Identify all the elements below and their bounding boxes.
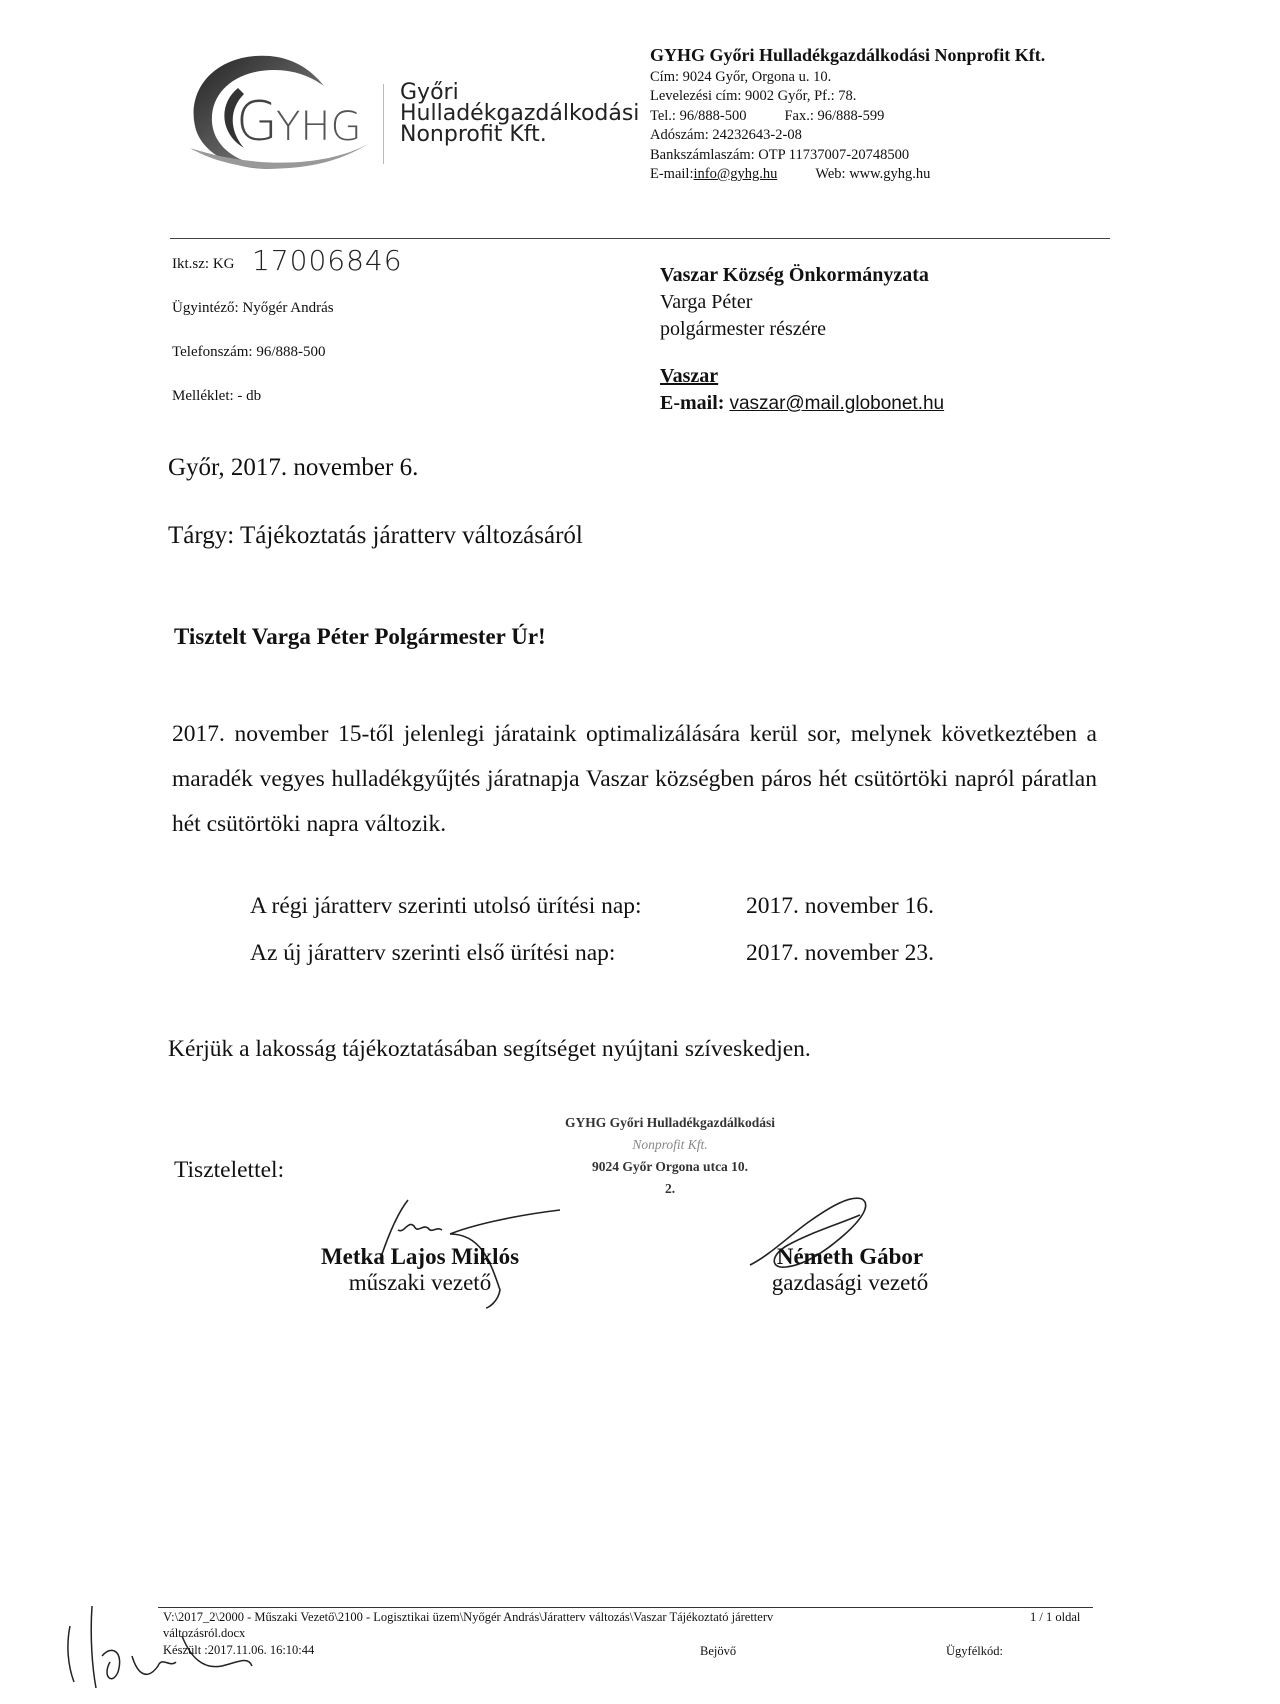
signer-title: gazdasági vezető: [771, 1270, 929, 1295]
footer-file-path: V:\2017_2\2000 - Műszaki Vezető\2100 - Logisztikai üzem\Nyőgér András\Járatterv változás\Vaszar Tájékoztató járetterv: [163, 1610, 774, 1624]
svg-text:YHG: YHG: [276, 104, 362, 150]
logo-tagline: [400, 82, 639, 145]
signer-name: Metka Lajos Miklós: [320, 1244, 520, 1269]
company-email-label: E-mail:: [650, 166, 694, 182]
schedule-label-old: A régi járatterv szerinti utolsó ürítési nap:: [250, 893, 642, 919]
stamp-line: 2.: [664, 1181, 676, 1196]
footer-file-name: változásról.docx: [163, 1626, 246, 1640]
svg-text:G: G: [236, 90, 278, 153]
company-address: Cím: 9024 Győr, Orgona u. 10.: [650, 68, 832, 85]
phone-number: Telefonszám: 96/888-500: [172, 344, 326, 360]
company-web[interactable]: Web: www.gyhg.hu: [815, 166, 931, 182]
logo-tagline-line: Nonprofit Kft.: [400, 122, 547, 147]
gyhg-logo: [178, 48, 378, 178]
company-header: [650, 46, 1045, 185]
footer-created: Készült :2017.11.06. 16:10:44: [163, 1643, 315, 1657]
letter-salutation: Tisztelt Varga Péter Polgármester Úr!: [174, 624, 546, 649]
recipient-email-link[interactable]: vaszar@mail.globonet.hu: [729, 393, 945, 414]
stamp-line: GYHG Győri Hulladékgazdálkodási: [564, 1115, 776, 1130]
attachment: Melléklet: - db: [172, 388, 262, 404]
handler: Ügyintéző: Nyőgér András: [172, 300, 334, 316]
letter-body: 2017. november 15-től jelenlegi járataink optimalizálására kerül sor, melynek következtében a maradék vegyes hulladékgyűjtés járatnapja Vaszar községben páros hét csütörtöki napról páratlan hét csütörtöki napra változik.: [172, 721, 1097, 837]
signer-name: Németh Gábor: [776, 1244, 924, 1269]
schedule-value-old: 2017. november 16.: [746, 893, 934, 919]
recipient-person: Varga Péter: [660, 291, 753, 313]
company-tax-id: Adószám: 24232643-2-08: [650, 127, 802, 143]
recipient-organization: Vaszar Község Önkormányzata: [660, 264, 929, 286]
stamp-line: 9024 Győr Orgona utca 10.: [591, 1159, 749, 1174]
logo-tagline-line: Győri: [400, 80, 459, 105]
signer-1: [270, 1244, 570, 1296]
letter-date: Győr, 2017. november 6.: [168, 454, 419, 481]
signer-title: műszaki vezető: [348, 1270, 492, 1295]
company-fax: Fax.: 96/888-599: [784, 107, 885, 124]
stamp-line: Nonprofit Kft.: [632, 1137, 708, 1152]
footer-rule: [158, 1607, 1093, 1608]
reference-number-handwritten: 17006846: [252, 244, 403, 277]
letter-request: Kérjük a lakosság tájékoztatásában segítséget nyújtani szíveskedjen.: [168, 1036, 811, 1062]
company-name: GYHG Győri Hulladékgazdálkodási Nonprofit Kft.: [650, 45, 1046, 65]
header-rule: [170, 238, 1110, 239]
logo-tagline-line: Hulladékgazdálkodási: [400, 101, 640, 126]
footer-client-code: Ügyfélkód:: [946, 1644, 1003, 1658]
letter-closing: Tisztelettel:: [174, 1157, 285, 1183]
company-email-link[interactable]: info@gyhg.hu: [693, 166, 778, 182]
recipient-block: [660, 262, 944, 417]
letter-subject: Tárgy: Tájékoztatás járatterv változásáról: [168, 522, 583, 549]
company-tel: Tel.: 96/888-500: [650, 107, 747, 124]
logo-divider: [383, 84, 384, 164]
footer-page-count: 1 / 1 oldal: [1030, 1610, 1081, 1624]
signer-2: [720, 1244, 980, 1296]
recipient-email-label: E-mail:: [660, 392, 730, 414]
recipient-email-row: [660, 390, 944, 417]
company-bank-account: Bankszámlaszám: OTP 11737007-20748500: [650, 146, 910, 163]
footer-incoming: Bejövő: [700, 1644, 737, 1658]
company-phone-row: [650, 107, 1045, 127]
reference-number-label: Ikt.sz: KG: [172, 256, 235, 272]
company-postal-address: Levelezési cím: 9002 Győr, Pf.: 78.: [650, 88, 857, 104]
recipient-role: polgármester részére: [660, 318, 827, 340]
schedule-value-new: 2017. november 23.: [746, 940, 934, 966]
company-contact-row: [650, 165, 1045, 185]
company-stamp: [520, 1112, 820, 1200]
recipient-town: Vaszar: [660, 365, 719, 387]
schedule-label-new: Az új járatterv szerinti első ürítési nap:: [250, 940, 616, 966]
